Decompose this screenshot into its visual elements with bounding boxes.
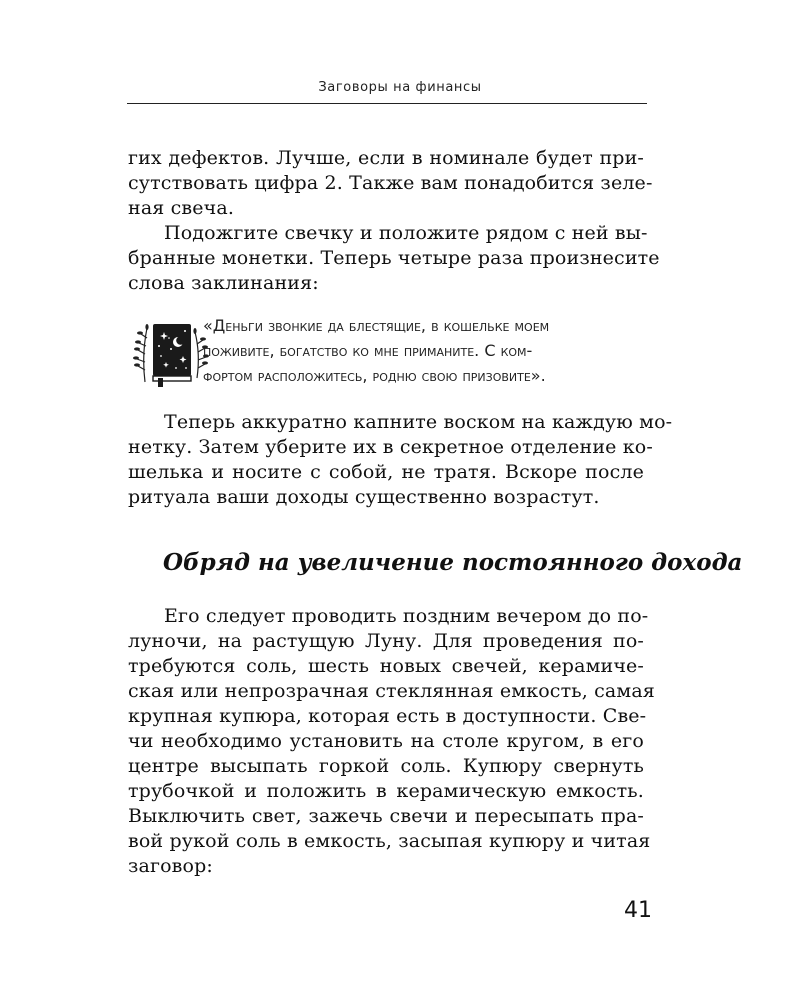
text-line: чи необходимо установить на столе кругом, в его [128, 730, 644, 752]
quote-line: фортом расположитесь, родню свою призовите». [203, 366, 546, 385]
text-line: луночи, на растущую Луну. Для проведения по- [128, 630, 644, 652]
header-rule [127, 103, 647, 104]
page-number: 41 [624, 898, 652, 923]
text-line: заговор: [128, 855, 213, 877]
text-line: бранные монетки. Теперь четыре раза произнесите [128, 247, 660, 269]
text-line: трубочкой и положить в керамическую емкость. [128, 780, 644, 802]
text-line: Его следует проводить поздним вечером до по- [164, 605, 649, 627]
quote-line: поживите, богатство ко мне приманите. С ком- [203, 341, 533, 360]
section-heading: Обряд на увеличение постоянного дохода [163, 549, 743, 576]
text-line: вой рукой соль в емкость, засыпая купюру и читая [128, 830, 651, 852]
text-line: ритуала ваши доходы существенно возрастут. [128, 486, 600, 508]
spellbook-emblem-icon [131, 318, 209, 388]
running-head: Заговоры на финансы [318, 80, 482, 95]
quote-line: «Деньги звонкие да блестящие, в кошельке моем [203, 316, 550, 335]
text-line: слова заклинания: [128, 272, 319, 294]
text-line: гих дефектов. Лучше, если в номинале будет при- [128, 147, 644, 169]
text-line: нетку. Затем уберите их в секретное отделение ко- [128, 436, 653, 458]
text-line: требуются соль, шесть новых свечей, керамиче- [128, 655, 644, 677]
text-line: Выключить свет, зажечь свечи и пересыпать пра- [128, 805, 644, 827]
text-line: Подожгите свечку и положите рядом с ней вы- [164, 222, 648, 244]
text-line: сутствовать цифра 2. Также вам понадобится зеле- [128, 172, 653, 194]
text-line: шелька и носите с собой, не тратя. Вскоре после [128, 461, 644, 483]
text-line: центре высыпать горкой соль. Купюру свернуть [128, 755, 644, 777]
text-line: Теперь аккуратно капните воском на каждую мо- [164, 411, 673, 433]
text-line: крупная купюра, которая есть в доступности. Све- [128, 705, 647, 727]
text-line: ская или непрозрачная стеклянная емкость, самая [128, 680, 655, 702]
text-line: ная свеча. [128, 197, 235, 219]
